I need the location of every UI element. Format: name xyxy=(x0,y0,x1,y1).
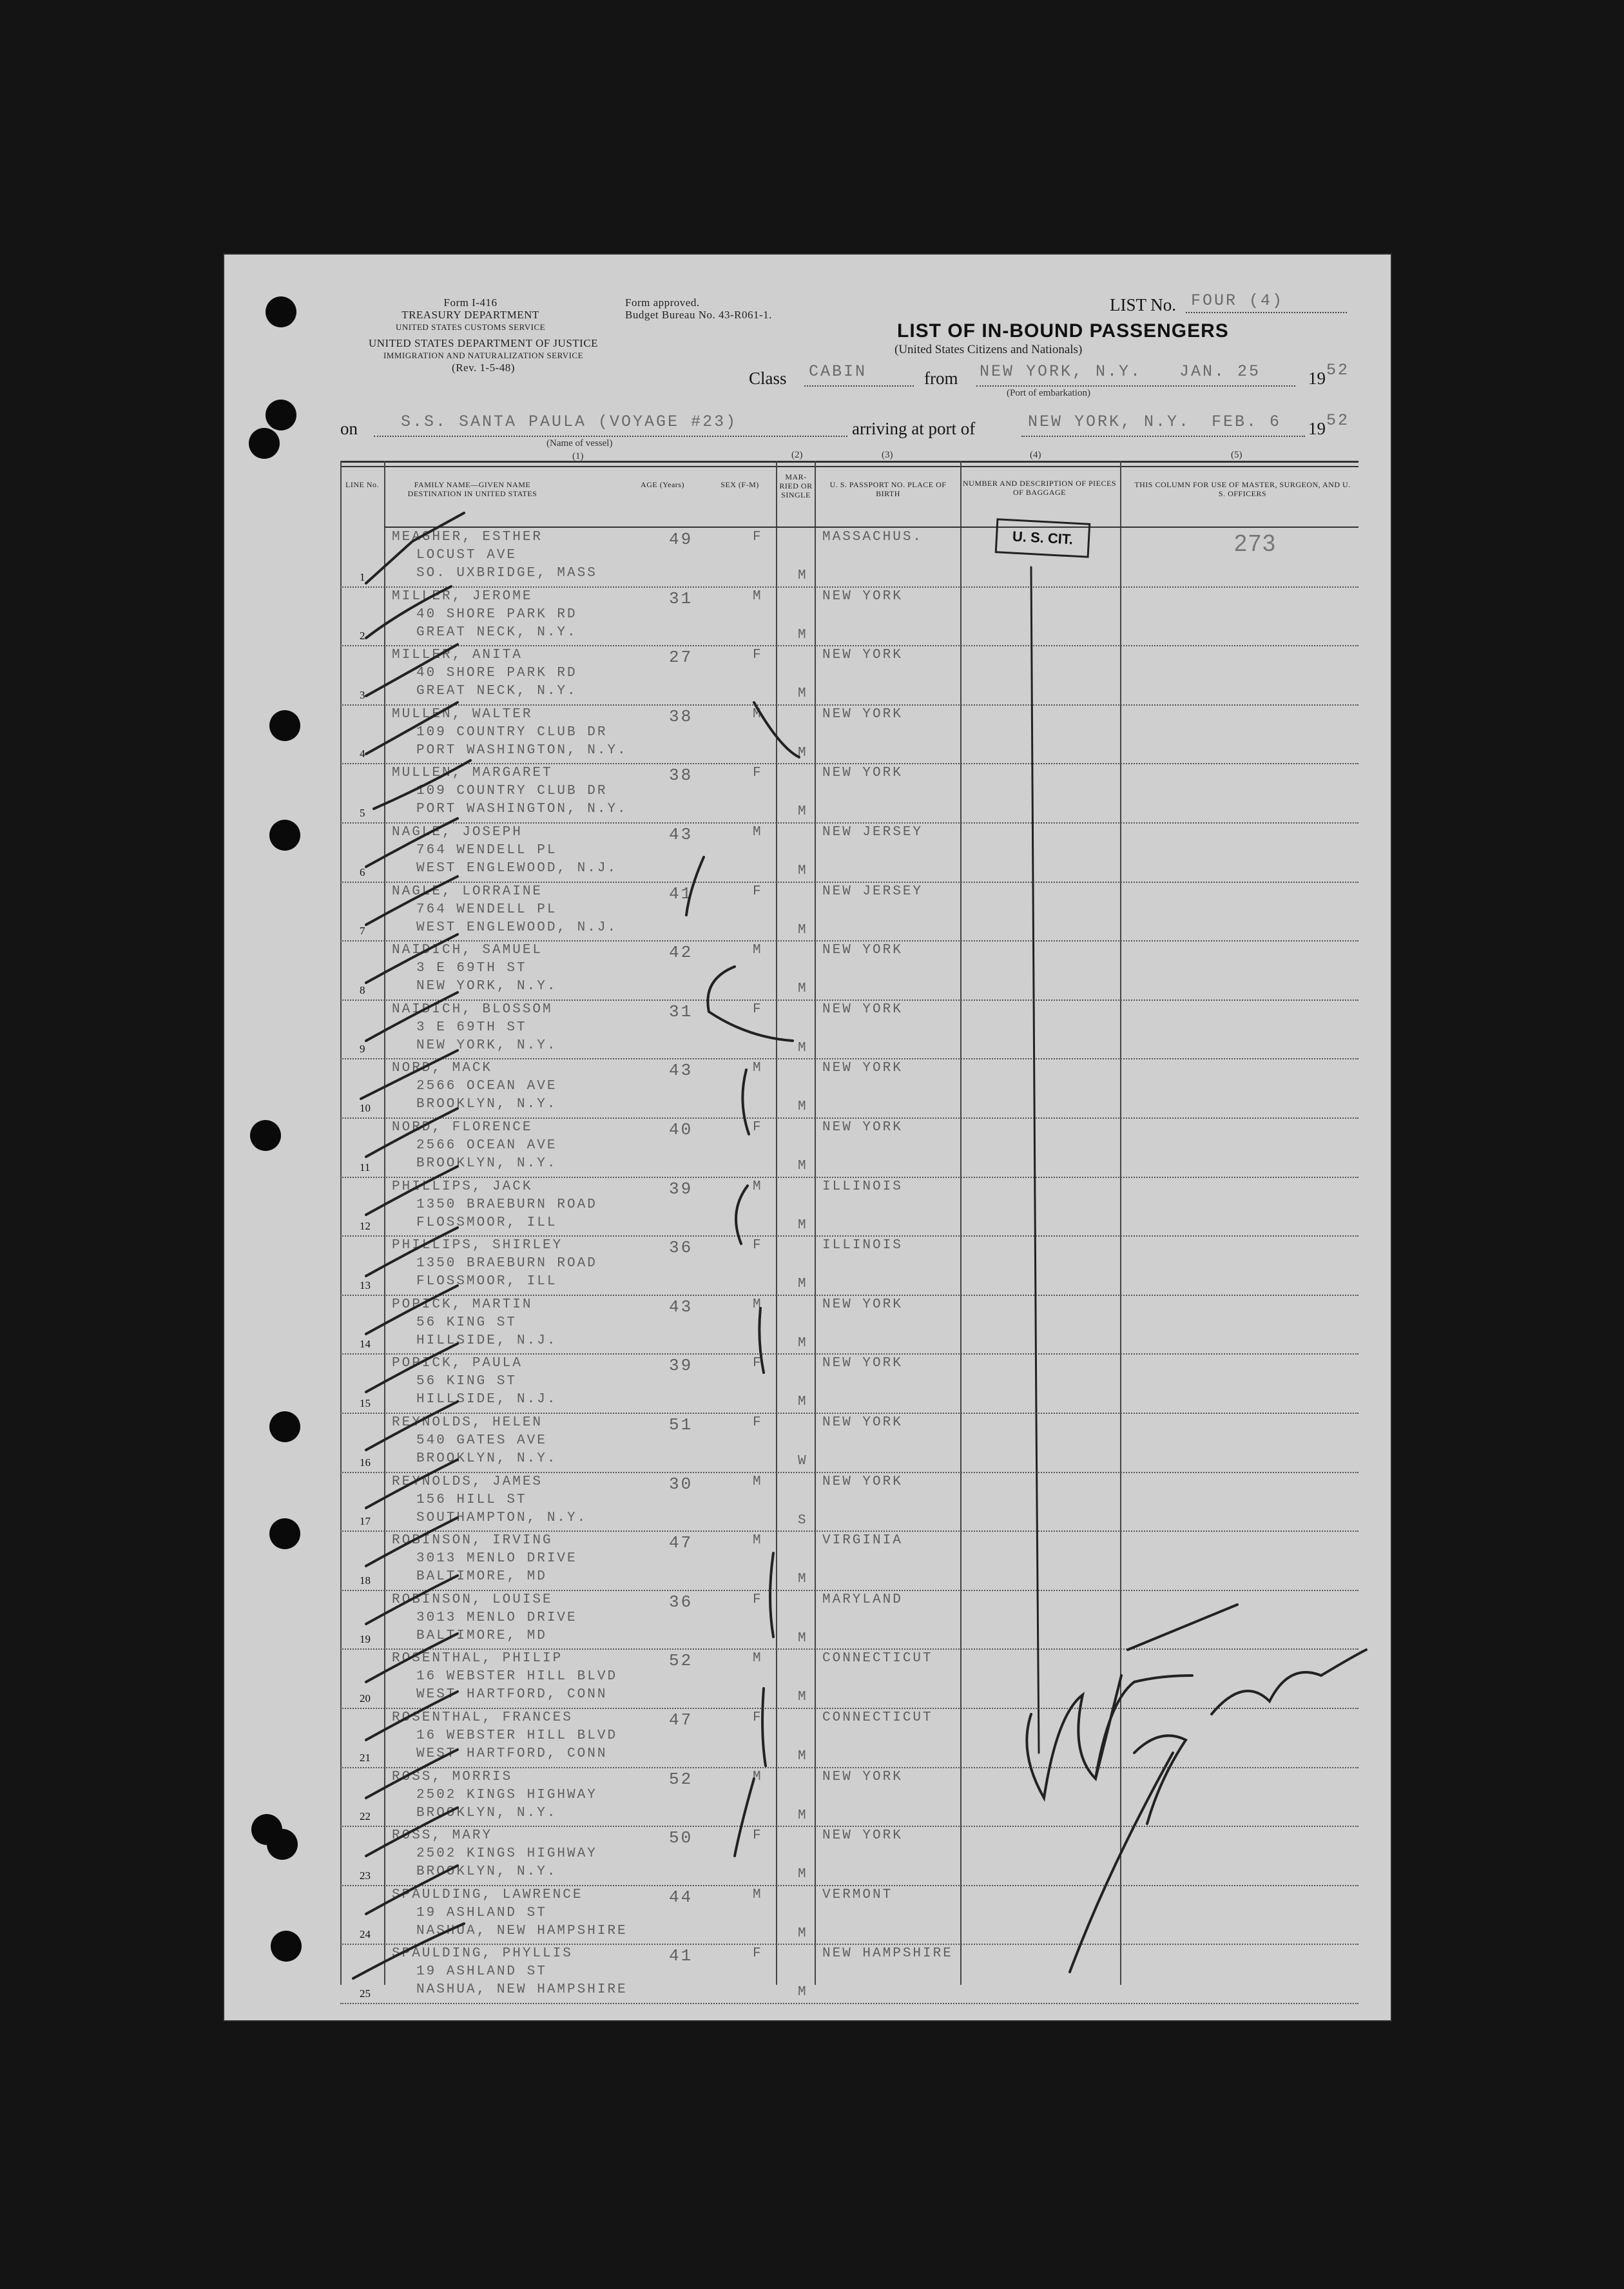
passenger-age: 30 xyxy=(669,1474,693,1494)
address-line-1: 156 HILL ST xyxy=(416,1492,527,1507)
arrival-year: 52 xyxy=(1326,411,1350,430)
address-line-2: PORT WASHINGTON, N.Y. xyxy=(416,802,628,817)
place-of-birth: ILLINOIS xyxy=(822,1179,903,1194)
place-of-birth: NEW HAMPSHIRE xyxy=(822,1946,953,1962)
line-number: 21 xyxy=(360,1751,371,1764)
line-number: 5 xyxy=(360,806,365,819)
line-number: 6 xyxy=(360,865,365,878)
address-line-1: 2502 KINGS HIGHWAY xyxy=(416,1787,597,1802)
check-mark xyxy=(366,1808,458,1856)
revision: (Rev. 1-5-48) xyxy=(452,362,515,374)
passenger-age: 41 xyxy=(669,1946,693,1966)
from-port: NEW YORK, N.Y. xyxy=(980,362,1143,381)
place-of-birth: CONNECTICUT xyxy=(822,1651,933,1666)
check-mark xyxy=(366,702,458,754)
bracket-mark xyxy=(762,1688,766,1766)
bracket-mark xyxy=(736,1186,748,1244)
address-line-2: WEST HARTFORD, CONN xyxy=(416,1687,608,1703)
passenger-age: 36 xyxy=(669,1238,693,1258)
passenger-sex: F xyxy=(753,1828,763,1844)
place-of-birth: MARYLAND xyxy=(822,1592,903,1607)
bracket-mark xyxy=(759,1308,764,1373)
check-mark xyxy=(366,876,458,925)
passenger-name: ROSS, MORRIS xyxy=(392,1769,513,1784)
marital-status: M xyxy=(798,627,808,642)
address-line-2: NEW YORK, N.Y. xyxy=(416,979,557,994)
class-value: CABIN xyxy=(809,362,867,381)
column-number-4: (4) xyxy=(1030,450,1041,460)
marital-status: M xyxy=(798,1690,808,1705)
address-line-1: 3 E 69TH ST xyxy=(416,961,527,976)
check-mark xyxy=(366,1228,458,1276)
address-line-2: NEW YORK, N.Y. xyxy=(416,1038,557,1053)
check-mark xyxy=(366,1166,458,1215)
place-of-birth: NEW YORK xyxy=(822,1769,903,1784)
column-header-married: MAR-RIED OR SINGLE xyxy=(779,472,813,499)
line-number: 2 xyxy=(360,630,365,642)
address-line-2: WEST ENGLEWOOD, N.J. xyxy=(416,920,618,935)
address-line-2: GREAT NECK, N.Y. xyxy=(416,624,577,640)
form-number: Form I-416 xyxy=(443,296,498,309)
bracket-mark xyxy=(686,857,704,915)
line-number: 16 xyxy=(360,1456,371,1469)
address-line-1: 764 WENDELL PL xyxy=(416,902,557,917)
bracket-mark xyxy=(770,1553,773,1637)
address-line-2: BROOKLYN, N.Y. xyxy=(416,1097,557,1112)
place-of-birth: MASSACHUS. xyxy=(822,530,923,545)
address-line-2: NASHUA, NEW HAMPSHIRE xyxy=(416,1982,628,1998)
passenger-name: REYNOLDS, JAMES xyxy=(392,1474,543,1489)
line-number: 23 xyxy=(360,1869,371,1882)
passenger-name: ROBINSON, LOUISE xyxy=(392,1592,553,1607)
passenger-sex: M xyxy=(753,825,763,840)
column-number-1: (1) xyxy=(572,451,584,461)
arrival-year-prefix: 19 xyxy=(1308,419,1326,438)
address-line-2: BROOKLYN, N.Y. xyxy=(416,1451,557,1466)
on-label: on xyxy=(340,419,358,438)
passenger-sex: F xyxy=(753,648,763,663)
passenger-name: MEAGHER, ESTHER xyxy=(392,530,543,545)
passenger-age: 41 xyxy=(669,884,693,903)
page-subtitle: (United States Citizens and Nationals) xyxy=(894,343,1083,356)
passenger-sex: F xyxy=(753,1946,763,1962)
line-number: 7 xyxy=(360,925,365,938)
passenger-name: ROSENTHAL, PHILIP xyxy=(392,1651,563,1666)
address-line-2: BALTIMORE, MD xyxy=(416,1628,547,1643)
passenger-age: 51 xyxy=(669,1415,693,1434)
passenger-sex: F xyxy=(753,1356,763,1371)
page-title: LIST OF IN-BOUND PASSENGERS xyxy=(897,320,1229,342)
place-of-birth: NEW YORK xyxy=(822,943,903,958)
address-line-1: 1350 BRAEBURN ROAD xyxy=(416,1197,597,1212)
passenger-name: MULLEN, WALTER xyxy=(392,706,533,722)
passenger-sex: M xyxy=(753,1297,763,1312)
place-of-birth: NEW YORK xyxy=(822,1001,903,1017)
passenger-sex: M xyxy=(753,588,763,604)
address-line-2: BROOKLYN, N.Y. xyxy=(416,1156,557,1171)
passenger-sex: M xyxy=(753,943,763,958)
passenger-sex: F xyxy=(753,1238,763,1253)
passenger-age: 50 xyxy=(669,1828,693,1848)
address-line-2: HILLSIDE, N.J. xyxy=(416,1333,557,1348)
place-of-birth: CONNECTICUT xyxy=(822,1710,933,1725)
marital-status: M xyxy=(798,1926,808,1941)
passenger-age: 47 xyxy=(669,1533,693,1553)
marital-status: W xyxy=(798,1454,808,1469)
bracket-mark xyxy=(708,967,793,1041)
line-number: 11 xyxy=(360,1161,371,1173)
passenger-age: 44 xyxy=(669,1887,693,1907)
line-number: 3 xyxy=(360,688,365,701)
class-label: Class xyxy=(749,369,787,388)
us-citizen-stamp: U. S. CIT. xyxy=(995,518,1091,558)
passenger-name: NAIDICH, SAMUEL xyxy=(392,943,543,958)
address-line-1: 56 KING ST xyxy=(416,1374,517,1389)
marital-status: M xyxy=(798,1749,808,1764)
ins-service: IMMIGRATION AND NATURALIZATION SERVICE xyxy=(383,351,584,360)
passenger-sex: F xyxy=(753,1710,763,1725)
passenger-age: 43 xyxy=(669,825,693,844)
address-line-2: FLOSSMOOR, ILL xyxy=(416,1215,557,1230)
bracket-mark xyxy=(735,1779,754,1856)
line-number: 12 xyxy=(360,1220,371,1233)
line-number: 1 xyxy=(360,570,365,583)
from-label: from xyxy=(924,369,958,388)
baggage-line xyxy=(1031,567,1039,1753)
passenger-name: PHILLIPS, JACK xyxy=(392,1179,533,1194)
address-line-2: BROOKLYN, N.Y. xyxy=(416,1864,557,1880)
check-mark xyxy=(366,1692,458,1740)
check-mark xyxy=(366,1286,458,1334)
passenger-age: 38 xyxy=(669,706,693,726)
marital-status: M xyxy=(798,1217,808,1233)
passenger-age: 49 xyxy=(669,530,693,549)
address-line-2: SOUTHAMPTON, N.Y. xyxy=(416,1510,588,1525)
passenger-sex: F xyxy=(753,1001,763,1017)
customs-service: UNITED STATES CUSTOMS SERVICE xyxy=(395,322,546,332)
justice-dept: UNITED STATES DEPARTMENT OF JUSTICE xyxy=(368,337,599,349)
address-line-1: 3 E 69TH ST xyxy=(416,1019,527,1035)
address-line-1: 56 KING ST xyxy=(416,1315,517,1330)
address-line-1: 16 WEBSTER HILL BLVD xyxy=(416,1728,618,1743)
place-of-birth: NEW YORK xyxy=(822,588,903,604)
line-number: 13 xyxy=(360,1279,371,1291)
passenger-sex: M xyxy=(753,706,763,722)
bracket-mark xyxy=(754,702,799,757)
check-mark xyxy=(366,1460,458,1508)
marital-status: M xyxy=(798,1572,808,1587)
address-line-2: BROOKLYN, N.Y. xyxy=(416,1805,557,1821)
address-line-2: HILLSIDE, N.J. xyxy=(416,1392,557,1407)
address-line-1: 1350 BRAEBURN ROAD xyxy=(416,1256,597,1271)
passenger-name: ROSENTHAL, FRANCES xyxy=(392,1710,573,1725)
check-mark xyxy=(366,1866,458,1914)
marital-status: M xyxy=(798,922,808,938)
address-line-1: 16 WEBSTER HILL BLVD xyxy=(416,1669,618,1685)
passenger-sex: M xyxy=(753,1474,763,1489)
address-line-1: 19 ASHLAND ST xyxy=(416,1905,547,1920)
budget-bureau: Budget Bureau No. 43-R061-1. xyxy=(625,309,772,321)
passenger-age: 39 xyxy=(669,1356,693,1376)
place-of-birth: NEW YORK xyxy=(822,1061,903,1076)
place-of-birth: NEW YORK xyxy=(822,1297,903,1312)
column-header-family: FAMILY NAME—GIVEN NAME DESTINATION IN UNITED STATES xyxy=(407,480,537,498)
from-year-prefix: 19 xyxy=(1308,369,1326,388)
check-mark xyxy=(366,1108,458,1157)
check-mark xyxy=(366,992,458,1041)
address-line-1: 40 SHORE PARK RD xyxy=(416,606,577,622)
passenger-age: 27 xyxy=(669,648,693,668)
from-date: JAN. 25 xyxy=(1179,362,1261,381)
arriving-label: arriving at port of xyxy=(852,419,976,438)
address-line-1: 540 GATES AVE xyxy=(416,1433,547,1448)
column-header-sex: SEX (F-M) xyxy=(720,480,759,489)
passenger-sex: M xyxy=(753,1061,763,1076)
marital-status: M xyxy=(798,1985,808,2000)
check-mark xyxy=(366,1518,458,1566)
marital-status: M xyxy=(798,1159,808,1173)
place-of-birth: VIRGINIA xyxy=(822,1533,903,1549)
check-mark xyxy=(361,1050,458,1099)
marital-status: M xyxy=(798,981,808,997)
address-line-2: FLOSSMOOR, ILL xyxy=(416,1274,557,1289)
passenger-name: REYNOLDS, HELEN xyxy=(392,1415,543,1430)
passenger-sex: F xyxy=(753,766,763,781)
address-line-2: BALTIMORE, MD xyxy=(416,1569,547,1585)
marital-status: M xyxy=(798,1395,808,1410)
place-of-birth: NEW YORK xyxy=(822,1828,903,1844)
address-line-2: SO. UXBRIDGE, MASS xyxy=(416,566,597,581)
column-header-line: LINE No. xyxy=(345,480,379,489)
line-number: 24 xyxy=(360,1928,371,1941)
list-no-label: LIST No. xyxy=(1110,295,1177,314)
address-line-1: 764 WENDELL PL xyxy=(416,843,557,858)
marital-status: M xyxy=(798,1808,808,1823)
address-line-2: WEST HARTFORD, CONN xyxy=(416,1746,608,1761)
line-number: 14 xyxy=(360,1338,371,1351)
column-header-passport: U. S. PASSPORT NO. PLACE OF BIRTH xyxy=(829,480,947,498)
vessel-caption: (Name of vessel) xyxy=(546,438,613,449)
line-number: 25 xyxy=(360,1987,371,2000)
address-line-2: NASHUA, NEW HAMPSHIRE xyxy=(416,1923,628,1938)
marital-status: M xyxy=(798,1277,808,1292)
passenger-age: 42 xyxy=(669,943,693,963)
passenger-age: 31 xyxy=(669,588,693,608)
passenger-name: NAGLE, LORRAINE xyxy=(392,884,543,899)
check-mark xyxy=(353,1924,464,1978)
place-of-birth: NEW YORK xyxy=(822,1474,903,1489)
marital-status: M xyxy=(798,1040,808,1056)
line-number: 19 xyxy=(360,1633,371,1646)
passenger-age: 38 xyxy=(669,766,693,786)
marital-status: M xyxy=(798,745,808,760)
column-header-baggage: NUMBER AND DESCRIPTION OF PIECES OF BAGGAGE xyxy=(962,479,1117,497)
passenger-name: POPICK, MARTIN xyxy=(392,1297,533,1312)
place-of-birth: NEW YORK xyxy=(822,648,903,663)
marital-status: M xyxy=(798,1867,808,1882)
marital-status: M xyxy=(798,1630,808,1646)
passenger-name: ROSS, MARY xyxy=(392,1828,493,1844)
passenger-name: NAGLE, JOSEPH xyxy=(392,825,523,840)
check-mark xyxy=(366,586,451,638)
address-line-2: GREAT NECK, N.Y. xyxy=(416,684,577,699)
marital-status: M xyxy=(798,1335,808,1351)
passenger-name: POPICK, PAULA xyxy=(392,1356,523,1371)
officer-signature xyxy=(1027,1605,1366,1972)
passenger-age: 43 xyxy=(669,1061,693,1081)
marital-status: M xyxy=(798,686,808,702)
marital-status: M xyxy=(798,864,808,878)
marital-status: S xyxy=(798,1512,808,1528)
marital-status: M xyxy=(798,1099,808,1115)
passenger-name: NORD, FLORENCE xyxy=(392,1120,533,1135)
address-line-1: 3013 MENLO DRIVE xyxy=(416,1551,577,1567)
line-number: 10 xyxy=(360,1101,371,1114)
place-of-birth: NEW YORK xyxy=(822,706,903,722)
check-mark xyxy=(366,1634,458,1682)
place-of-birth: NEW YORK xyxy=(822,1120,903,1135)
column-number-3: (3) xyxy=(882,450,893,460)
address-line-1: 109 COUNTRY CLUB DR xyxy=(416,784,608,799)
passenger-age: 52 xyxy=(669,1769,693,1789)
line-number: 4 xyxy=(360,748,365,760)
address-line-1: 109 COUNTRY CLUB DR xyxy=(416,724,608,740)
column-header-age: AGE (Years) xyxy=(641,480,684,489)
place-of-birth: NEW JERSEY xyxy=(822,884,923,899)
marital-status: M xyxy=(798,804,808,820)
passenger-name: PHILLIPS, SHIRLEY xyxy=(392,1238,563,1253)
passenger-sex: M xyxy=(753,1533,763,1549)
arrival-date: FEB. 6 xyxy=(1212,412,1282,431)
check-mark xyxy=(374,760,470,809)
place-of-birth: ILLINOIS xyxy=(822,1238,903,1253)
check-mark xyxy=(366,934,458,983)
check-mark xyxy=(366,1750,458,1798)
passenger-sex: M xyxy=(753,1651,763,1666)
passenger-name: MILLER, ANITA xyxy=(392,648,523,663)
check-mark xyxy=(366,513,464,583)
address-line-1: 3013 MENLO DRIVE xyxy=(416,1610,577,1625)
arrival-port: NEW YORK, N.Y. xyxy=(1028,412,1191,431)
passenger-sex: F xyxy=(753,1120,763,1135)
column-number-2: (2) xyxy=(791,450,803,460)
passenger-sex: M xyxy=(753,1179,763,1194)
place-of-birth: NEW YORK xyxy=(822,766,903,781)
check-mark xyxy=(366,818,458,867)
address-line-2: PORT WASHINGTON, N.Y. xyxy=(416,742,628,758)
passenger-sex: F xyxy=(753,530,763,545)
passenger-age: 43 xyxy=(669,1297,693,1317)
place-of-birth: NEW YORK xyxy=(822,1356,903,1371)
place-of-birth: NEW YORK xyxy=(822,1415,903,1430)
passenger-name: SPAULDING, LAWRENCE xyxy=(392,1887,583,1902)
passenger-sex: F xyxy=(753,1592,763,1607)
check-mark xyxy=(366,1576,458,1624)
passenger-sex: F xyxy=(753,884,763,899)
passenger-sex: M xyxy=(753,1769,763,1784)
marital-status: M xyxy=(798,568,808,583)
column-number-5: (5) xyxy=(1231,450,1242,460)
line-number: 8 xyxy=(360,983,365,996)
passenger-sex: M xyxy=(753,1887,763,1902)
line-number: 18 xyxy=(360,1574,371,1587)
officer-number: 273 xyxy=(1234,530,1277,556)
address-line-2: WEST ENGLEWOOD, N.J. xyxy=(416,861,618,876)
passenger-name: NAIDICH, BLOSSOM xyxy=(392,1001,553,1017)
passenger-name: SPAULDING, PHYLLIS xyxy=(392,1946,573,1962)
bracket-mark xyxy=(742,1070,749,1134)
vessel-name: S.S. SANTA PAULA (VOYAGE #23) xyxy=(401,412,738,431)
passenger-age: 31 xyxy=(669,1001,693,1021)
passenger-name: NORD, MACK xyxy=(392,1061,493,1076)
line-number: 17 xyxy=(360,1515,371,1528)
passenger-age: 39 xyxy=(669,1179,693,1199)
list-no-value: FOUR (4) xyxy=(1191,291,1284,310)
place-of-birth: VERMONT xyxy=(822,1887,893,1902)
line-number: 15 xyxy=(360,1396,371,1409)
form-approved: Form approved. xyxy=(625,296,700,309)
passenger-age: 47 xyxy=(669,1710,693,1730)
address-line-1: 40 SHORE PARK RD xyxy=(416,666,577,681)
line-number: 9 xyxy=(360,1043,365,1056)
passenger-age: 52 xyxy=(669,1651,693,1671)
treasury-dept: TREASURY DEPARTMENT xyxy=(401,309,539,321)
line-number: 22 xyxy=(360,1810,371,1823)
port-embarkation-caption: (Port of embarkation) xyxy=(1007,388,1090,398)
passenger-sex: F xyxy=(753,1415,763,1430)
passenger-age: 40 xyxy=(669,1120,693,1139)
address-line-1: 2566 OCEAN AVE xyxy=(416,1138,557,1153)
check-mark xyxy=(366,1344,458,1392)
address-line-1: 2566 OCEAN AVE xyxy=(416,1079,557,1094)
passenger-name: ROBINSON, IRVING xyxy=(392,1533,553,1549)
line-number: 20 xyxy=(360,1692,371,1705)
passenger-name: MILLER, JEROME xyxy=(392,588,533,604)
column-header-officers: THIS COLUMN FOR USE OF MASTER, SURGEON, AND U. S. OFFICERS xyxy=(1134,480,1351,498)
passenger-age: 36 xyxy=(669,1592,693,1612)
check-mark xyxy=(366,1402,458,1450)
address-line-1: LOCUST AVE xyxy=(416,548,517,563)
passenger-name: MULLEN, MARGARET xyxy=(392,766,553,781)
place-of-birth: NEW JERSEY xyxy=(822,825,923,840)
address-line-1: 2502 KINGS HIGHWAY xyxy=(416,1846,597,1862)
from-year: 52 xyxy=(1326,361,1350,380)
check-mark xyxy=(366,644,458,696)
address-line-1: 19 ASHLAND ST xyxy=(416,1964,547,1980)
